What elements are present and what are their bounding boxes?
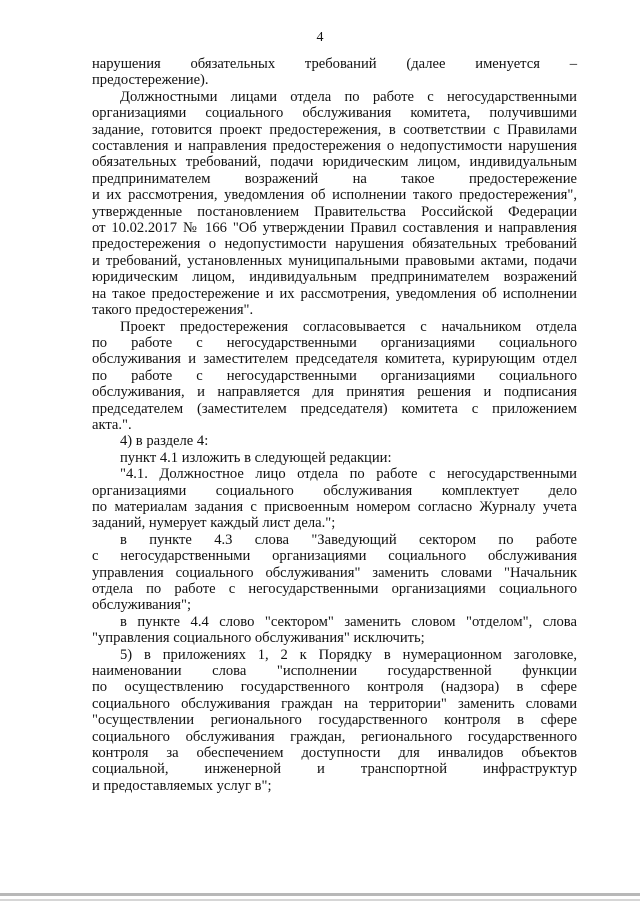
- text-line: утвержденные постановлением Правительства Российской Федерации: [92, 203, 577, 220]
- text-line: организациями социального обслуживания комитета, получившими: [92, 105, 577, 122]
- scan-edge-line: [0, 893, 640, 896]
- text-line: и требований, установленных муниципальными правовыми актами, подачи: [92, 252, 577, 269]
- text-line: предостережения о недопустимости нарушения обязательных требований: [92, 236, 577, 253]
- text-line: по осуществлению государственного контроля (надзора) в сфере: [92, 679, 577, 696]
- text-line: задание, готовится проект предостережения, в соответствии с Правилами: [92, 121, 577, 138]
- text-line: по работе с негосударственными организациями социального: [92, 367, 577, 384]
- text-line: заданий, нумерует каждый лист дела.";: [92, 515, 336, 532]
- text-line: пункт 4.1 изложить в следующей редакции:: [120, 449, 392, 466]
- scan-edge-line-secondary: [0, 899, 640, 901]
- text-line: акта.".: [92, 416, 132, 433]
- text-line: "управления социального обслуживания" исключить;: [92, 630, 425, 647]
- text-line: социальной, инженерной и транспортной инфраструктур: [92, 761, 577, 778]
- document-body: [92, 56, 577, 794]
- text-line: по работе с негосударственными организациями социального: [92, 334, 577, 351]
- text-line: обслуживания, и направляется для принятия решения и подписания: [92, 384, 577, 401]
- text-line: отдела по работе с негосударственными организациями социального: [92, 581, 577, 597]
- text-line: обслуживания и заместителем председателя комитета, курирующим отдел: [92, 351, 577, 368]
- text-line: составления и направления предостережения о недопустимости нарушения: [92, 138, 577, 155]
- text-line: юридическим лицом, индивидуальным предпринимателем возражений: [92, 269, 577, 286]
- text-line: "4.1. Должностное лицо отдела по работе с негосударственными: [120, 466, 577, 483]
- text-line: в пункте 4.3 слова "Заведующий сектором по работе: [120, 531, 577, 548]
- text-line: от 10.02.2017 № 166 "Об утверждении Правил составления и направления: [92, 220, 577, 237]
- text-line: Проект предостережения согласовывается с начальником отдела: [120, 318, 577, 335]
- text-line: социального обслуживания граждан, регионального государственного: [92, 728, 577, 745]
- text-line: Должностными лицами отдела по работе с негосударственными: [120, 88, 577, 105]
- text-line: на такое предостережение и их рассмотрения, уведомления об исполнении: [92, 285, 577, 302]
- text-line: наименовании слова "исполнении государственной функции: [92, 663, 577, 680]
- text-line: нарушения обязательных требований (далее именуется –: [92, 56, 577, 72]
- text-line: и предоставляемых услуг в";: [92, 777, 272, 794]
- page-number: 4: [316, 30, 324, 45]
- text-line: обслуживания";: [92, 597, 191, 614]
- text-line: контроля за обеспечением доступности для инвалидов объектов: [92, 745, 577, 762]
- text-line: предостережение).: [92, 72, 209, 89]
- text-lines: [92, 56, 577, 794]
- text-line: 4) в разделе 4:: [120, 433, 209, 450]
- text-line: в пункте 4.4 слово "сектором" заменить словом "отделом", слова: [120, 613, 577, 630]
- text-line: управления социального обслуживания" заменить словами "Начальник: [92, 564, 577, 581]
- text-line: и их рассмотрения, уведомления об исполнении такого предостережения",: [92, 187, 577, 204]
- text-line: предпринимателем возражений на такое предостережение: [92, 170, 577, 187]
- text-line: социального обслуживания граждан на территории" заменить словами: [92, 695, 577, 712]
- text-line: с негосударственными организациями социального обслуживания: [92, 548, 577, 565]
- text-line: обязательных требований, подачи юридическим лицом, индивидуальным: [92, 154, 577, 171]
- text-line: по материалам задания с присвоенным номером согласно Журналу учета: [92, 498, 577, 515]
- text-line: "осуществлении регионального государственного контроля в сфере: [92, 712, 577, 729]
- text-line: организациями социального обслуживания комплектует дело: [92, 482, 577, 499]
- text-line: 5) в приложениях 1, 2 к Порядку в нумерационном заголовке,: [120, 646, 577, 663]
- text-line: председателем (заместителем председателя) комитета с приложением: [92, 400, 577, 417]
- text-line: такого предостережения".: [92, 302, 254, 319]
